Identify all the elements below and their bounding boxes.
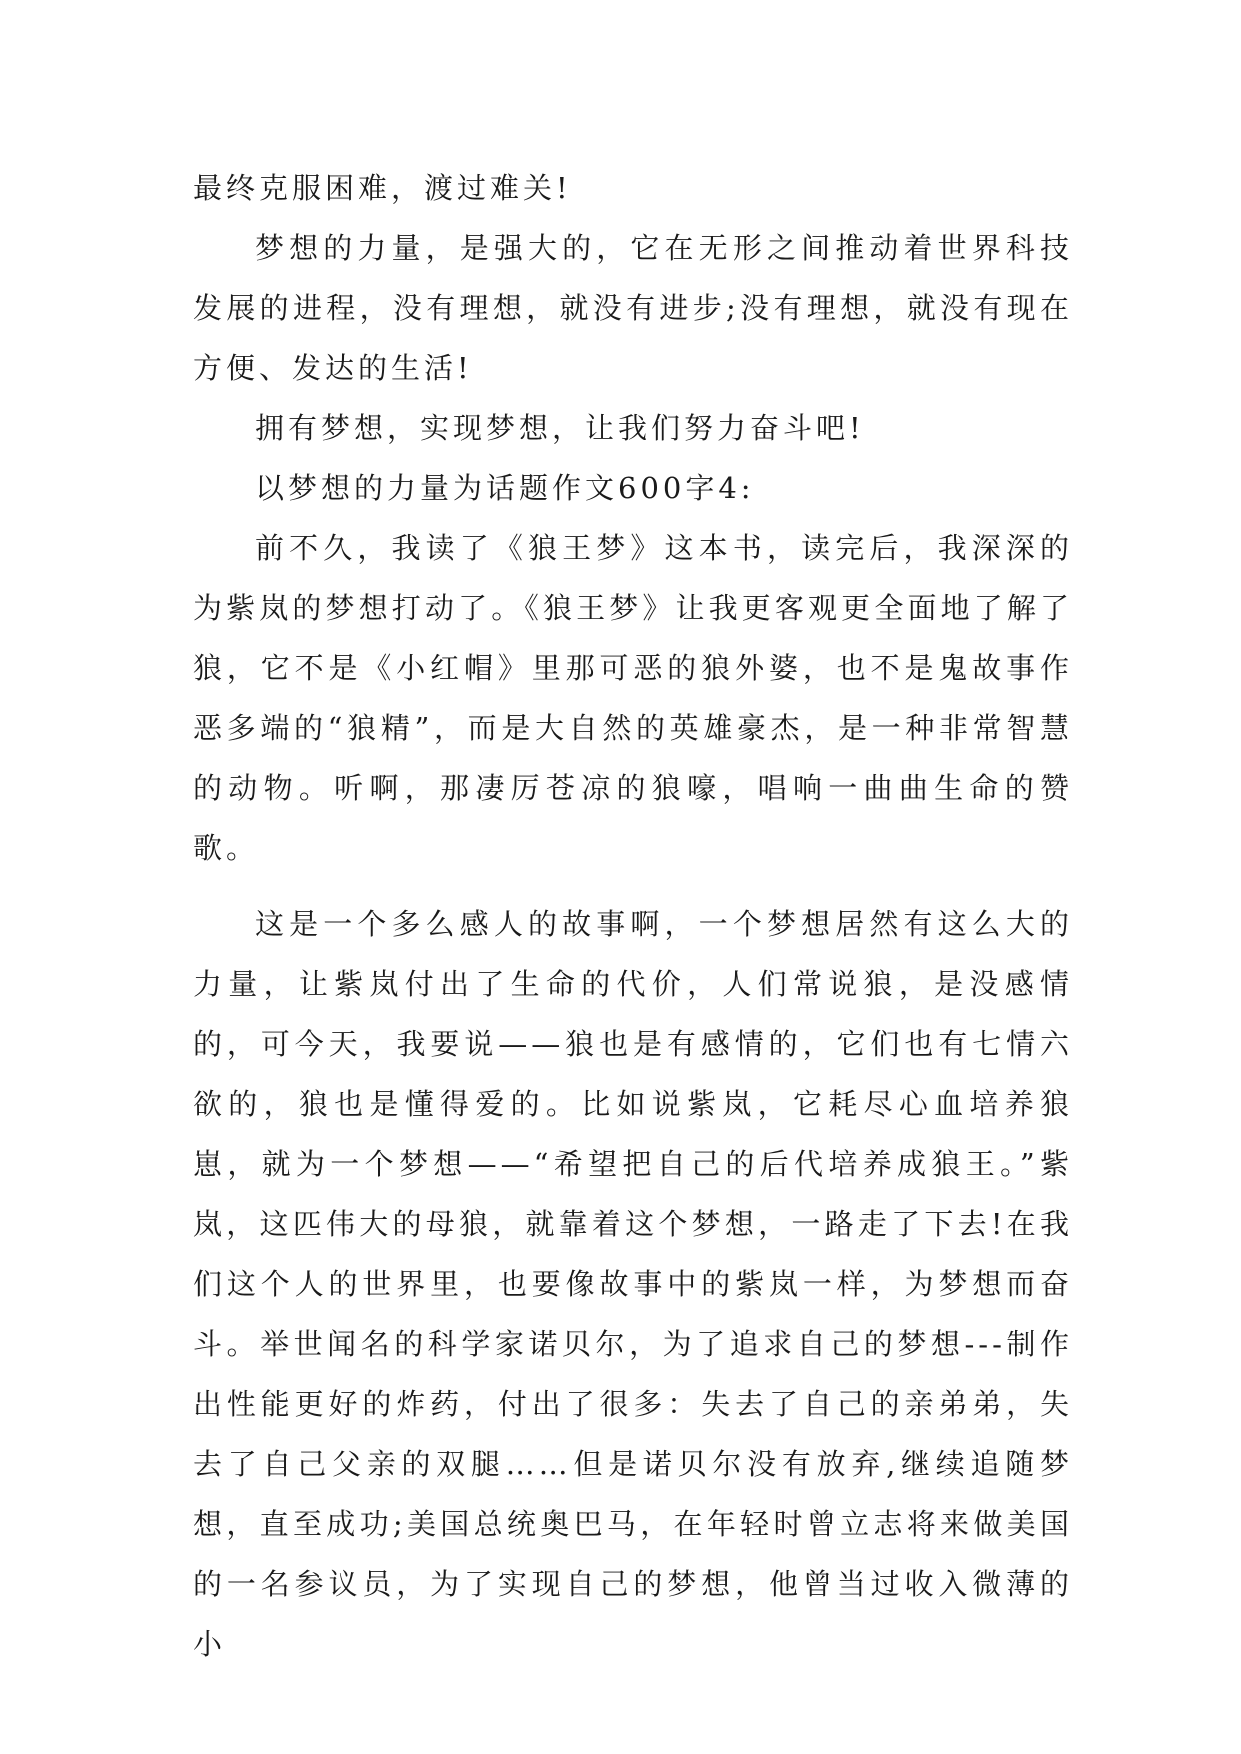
- document-body: [193, 158, 1073, 1674]
- essay-heading: 以梦想的力量为话题作文600字4:: [255, 471, 755, 505]
- paragraph-pursue-dreams: 拥有梦想，实现梦想，让我们努力奋斗吧!: [255, 411, 865, 445]
- paragraph-wolf-king-dream: 前不久，我读了《狼王梦》这本书，读完后，我深深的为紫岚的梦想打动了。《狼王梦》让我更客观更全面地了解了狼，它不是《小红帽》里那可恶的狼外婆，也不是鬼故事作恶多端的“狼精”，而是大自然的英雄豪杰，是一种非常智慧的动物。听啊，那凄厉苍凉的狼嚎，唱响一曲曲生命的赞歌。: [193, 531, 1073, 865]
- paragraph-continuation: 最终克服困难，渡过难关!: [193, 171, 572, 205]
- paragraph-power-of-dreams: 梦想的力量，是强大的，它在无形之间推动着世界科技发展的进程，没有理想，就没有进步;没有理想，就没有现在方便、发达的生活!: [193, 231, 1073, 385]
- paragraph-touching-story: 这是一个多么感人的故事啊，一个梦想居然有这么大的力量，让紫岚付出了生命的代价，人们常说狼，是没感情的，可今天，我要说——狼也是有感情的，它们也有七情六欲的，狼也是懂得爱的。比如说紫岚，它耗尽心血培养狼崽，就为一个梦想——“希望把自己的后代培养成狼王。”紫岚，这匹伟大的母狼，就靠着这个梦想，一路走了下去!在我们这个人的世界里，也要像故事中的紫岚一样，为梦想而奋斗。举世闻名的科学家诺贝尔，为了追求自己的梦想---制作出性能更好的炸药，付出了很多：失去了自己的亲弟弟，失去了自己父亲的双腿……但是诺贝尔没有放弃,继续追随梦想，直至成功;美国总统奥巴马，在年轻时曾立志将来做美国的一名参议员，为了实现自己的梦想，他曾当过收入微薄的小: [193, 907, 1073, 1661]
